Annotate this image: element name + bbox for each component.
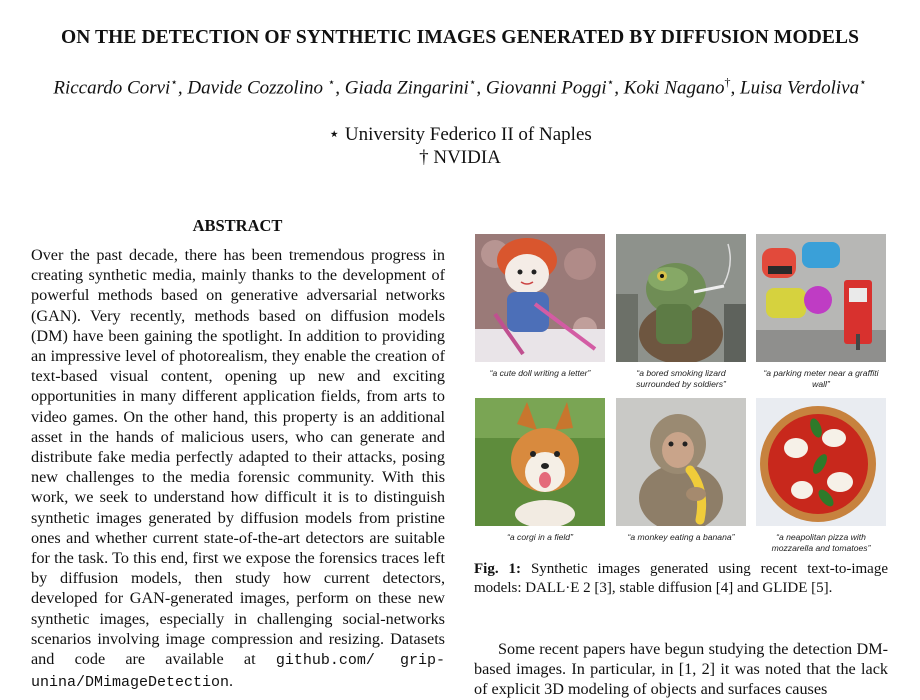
abstract-text: Over the past decade, there has been tremendous progress in creating synthetic media, mainly thanks to the development of powerful methods based on generative adversarial networks (GAN). Very recently, methods based on diffusion models (DM) have been gaining the spotlight. In addition to providing an impressive level of photorealism, they enable the creation of text-based visual content, opening up new and exciting opportunities in many different application fields, from arts to video games. On the other hand, this property is an additional asset in the hands of malicious users, who can generate and distribute fake media perfectly adapted to their attacks, posing new challenges to the media forensic community. With this work, we seek to understand how difficult it is to distinguish synthetic images generated by diffusion models from pristine ones and whether current state-of-the-art detectors are suitable for the task. To this end, first we expose the forensics traces left by diffusion models, then study how current detectors, developed for GAN-generated images, perform on these new synthetic images, especially in challenging social-networks scenarios involving image compression and resizing. Datasets and code are available at xyxy=(31,246,445,669)
author-name: Davide Cozzolino xyxy=(187,77,323,99)
author-mark: † xyxy=(724,75,731,89)
monkey-image xyxy=(616,398,746,526)
author-mark: ⋆ xyxy=(859,75,867,89)
author-mark: ⋆ xyxy=(170,75,178,89)
figure-caption xyxy=(474,560,888,598)
author-list: Riccardo Corvi⋆, Davide Cozzolino ⋆, Giada Zingarini⋆, Giovanni Poggi⋆, Koki Nagano†, Luisa Verdoliva⋆ xyxy=(53,75,867,99)
figure-cell-doll xyxy=(475,234,605,379)
affiliation-nvidia: † NVIDIA xyxy=(419,147,501,168)
figure-label: Fig. 1: xyxy=(474,561,522,577)
image-caption: “a parking meter near a graffiti wall” xyxy=(763,368,879,389)
image-caption: “a bored smoking lizard surrounded by soldiers” xyxy=(636,368,726,389)
figure-image-grid xyxy=(475,234,887,554)
body-paragraph: Some recent papers have begun studying the detection DM-based images. In particular, in [1, 2] it was noted that the lack of explicit 3D modeling of objects and surfaces causes xyxy=(474,640,888,699)
author-mark: ⋆ xyxy=(327,75,336,89)
figure-cell-monkey xyxy=(616,398,746,543)
parking-meter-image xyxy=(756,234,886,362)
doll-image xyxy=(475,234,605,362)
author-mark: ⋆ xyxy=(606,75,615,89)
image-caption: “a corgi in a field” xyxy=(507,532,573,542)
lizard-image xyxy=(616,234,746,362)
abstract-body xyxy=(31,245,445,693)
figure-cell-corgi xyxy=(475,398,605,543)
abstract-heading: ABSTRACT xyxy=(192,216,283,235)
author-name: Giovanni Poggi xyxy=(485,77,607,99)
affiliation-naples: ⋆ University Federico II of Naples xyxy=(328,124,592,145)
abstract-end: . xyxy=(229,672,234,691)
image-caption: “a neapolitan pizza with mozzarella and tomatoes” xyxy=(771,532,871,553)
image-caption: “a cute doll writing a letter” xyxy=(489,368,591,378)
figure-cell-parking-meter xyxy=(756,234,886,390)
corgi-image xyxy=(475,398,605,526)
figure-cell-pizza xyxy=(756,398,886,554)
author-name: Luisa Verdoliva xyxy=(740,77,860,99)
figure-cell-lizard xyxy=(616,234,746,390)
author-name: Giada Zingarini xyxy=(344,77,469,99)
code-link[interactable]: github.com/ grip-unina/DMimageDetection xyxy=(31,652,445,692)
pizza-image xyxy=(756,398,886,526)
figure-caption-text: Synthetic images generated using recent text-to-image models: DALL·E 2 [3], stable diffusion [4] and GLIDE [5]. xyxy=(474,561,889,596)
author-name: Koki Nagano xyxy=(623,77,725,99)
author-mark: ⋆ xyxy=(468,75,477,89)
author-name: Riccardo Corvi xyxy=(53,77,171,99)
image-caption: “a monkey eating a banana” xyxy=(627,532,735,542)
paper-title: ON THE DETECTION OF SYNTHETIC IMAGES GENERATED BY DIFFUSION MODELS xyxy=(60,27,860,48)
